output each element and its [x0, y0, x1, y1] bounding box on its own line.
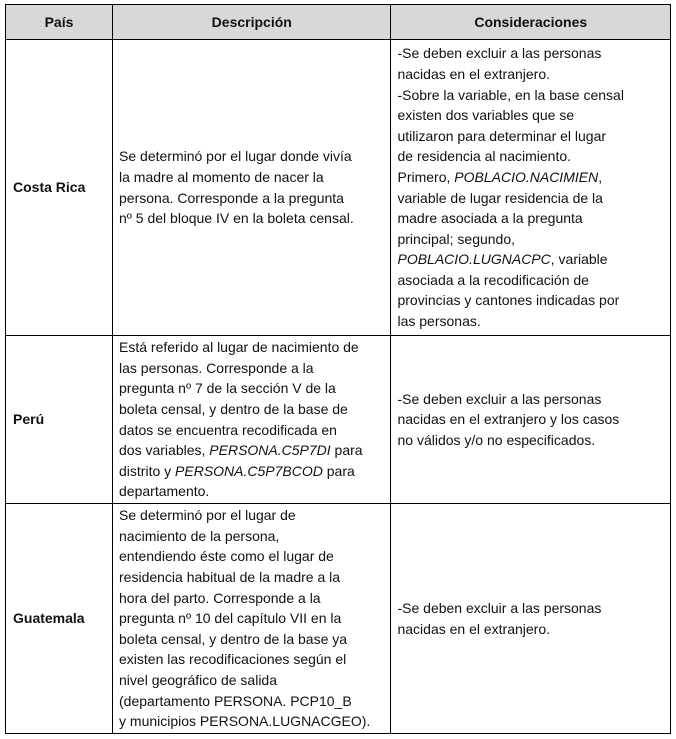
text-line: la madre al momento de nacer la	[119, 168, 324, 185]
text-line: hora del parto. Corresponde a la	[119, 589, 321, 606]
text-line: provincias y cantones indicadas por	[397, 292, 620, 309]
variable-name: PERSONA.C5P7BCOD	[175, 462, 323, 479]
text-line: boleta censal, y dentro de la base ya	[119, 630, 348, 647]
text-line: -Se deben excluir a las personas	[397, 45, 602, 62]
considerations-cell	[391, 336, 671, 504]
description-cell	[113, 504, 391, 734]
text-line: principal; segundo,	[397, 230, 516, 247]
text-line: Se determinó por el lugar donde vivía	[119, 148, 352, 165]
text-line: de residencia al nacimiento.	[397, 148, 572, 165]
header-descripcion: Descripción	[113, 5, 391, 40]
variable-name: POBLACIO.LUGNACPC	[397, 251, 551, 268]
text-line: persona. Corresponde a la pregunta	[119, 189, 344, 206]
table-body	[6, 40, 671, 734]
text-line: boleta censal, y dentro de la base de	[119, 400, 348, 417]
table-row	[6, 336, 671, 504]
header-row	[6, 5, 671, 40]
considerations-cell	[391, 40, 671, 336]
header-consideraciones: Consideraciones	[391, 5, 671, 40]
text-line: Se determinó por el lugar de	[119, 507, 296, 524]
text-line: datos se encuentra recodificada en	[119, 421, 337, 438]
text-line: nivel geográfico de salida	[119, 671, 278, 688]
text-line: entendiendo éste como el lugar de	[119, 548, 334, 565]
text-line: distrito y PERSONA.C5P7BCOD para	[119, 462, 355, 479]
description-cell	[113, 40, 391, 336]
text-line: no válidos y/o no especificados.	[397, 431, 596, 448]
table-row	[6, 504, 671, 734]
text-line: asociada a la recodificación de	[397, 271, 589, 288]
text-line: nacidas en el extranjero.	[397, 620, 551, 637]
text-line: nacidas en el extranjero y los casos	[397, 411, 620, 428]
variable-name: PERSONA.C5P7DI	[209, 442, 331, 459]
text-line: Primero, POBLACIO.NACIMIEN,	[397, 168, 603, 185]
text-line: pregunta nº 7 de la sección V de la	[119, 380, 336, 397]
country-cell: Perú	[6, 336, 113, 504]
description-cell	[113, 336, 391, 504]
considerations-cell	[391, 504, 671, 734]
text-line: Está referido al lugar de nacimiento de	[119, 339, 359, 356]
data-table	[5, 4, 671, 734]
text-line: pregunta nº 10 del capítulo VII en la	[119, 610, 342, 627]
text-line: -Sobre la variable, en la base censal	[397, 86, 624, 103]
text-line: nº 5 del bloque IV en la boleta censal.	[119, 210, 354, 227]
table-row	[6, 40, 671, 336]
text-line: dos variables, PERSONA.C5P7DI para	[119, 442, 363, 459]
country-cell: Guatemala	[6, 504, 113, 734]
text-line: -Se deben excluir a las personas	[397, 599, 602, 616]
text-line: nacimiento de la persona,	[119, 527, 280, 544]
text-line: -Se deben excluir a las personas	[397, 390, 602, 407]
text-line: nacidas en el extranjero.	[397, 65, 551, 82]
text-line: existen las recodificaciones según el	[119, 651, 347, 668]
variable-name: POBLACIO.NACIMIEN	[454, 168, 599, 185]
text-line: POBLACIO.LUGNACPC, variable	[397, 251, 608, 268]
text-line: madre asociada a la pregunta	[397, 210, 583, 227]
text-line: residencia habitual de la madre a la	[119, 569, 341, 586]
text-line: las personas. Corresponde a la	[119, 359, 314, 376]
text-line: existen dos variables que se	[397, 107, 575, 124]
text-line: las personas.	[397, 313, 481, 330]
text-line: variable de lugar residencia de la	[397, 189, 603, 206]
table-header	[6, 5, 671, 40]
text-line: (departamento PERSONA. PCP10_B	[119, 692, 352, 709]
country-cell: Costa Rica	[6, 40, 113, 336]
text-line: y municipios PERSONA.LUGNACGEO).	[119, 713, 371, 730]
header-pais: País	[6, 5, 113, 40]
text-line: departamento.	[119, 483, 210, 500]
text-line: utilizaron para determinar el lugar	[397, 127, 607, 144]
